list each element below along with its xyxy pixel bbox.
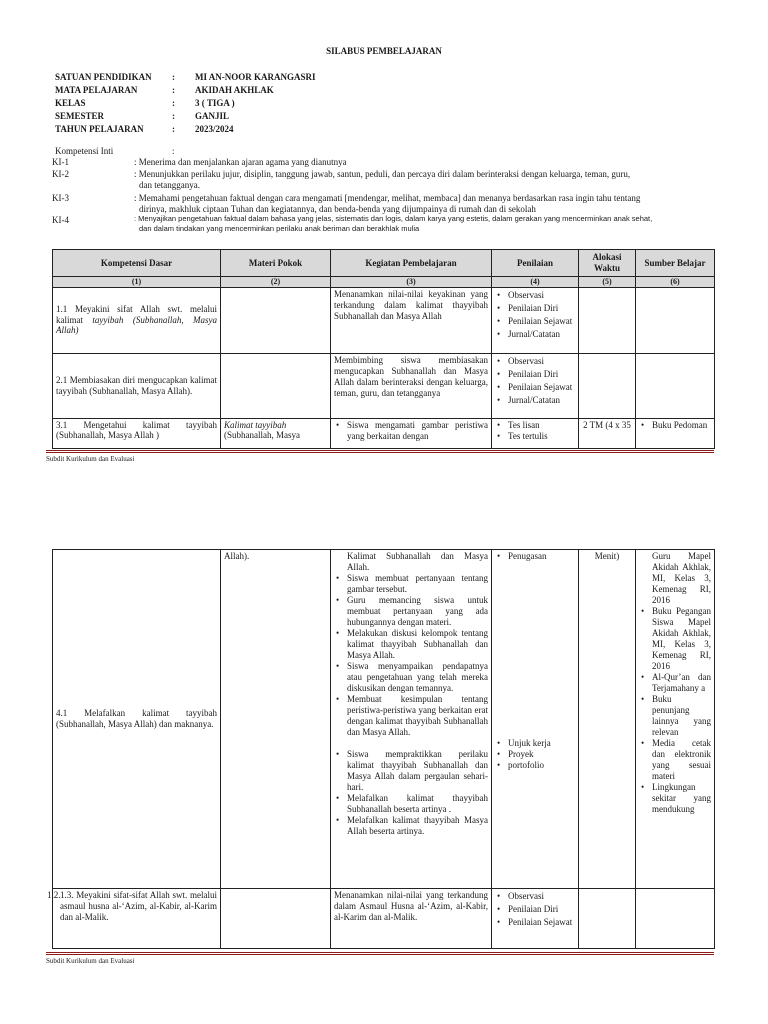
ki-code: KI-4 [52, 215, 69, 225]
table-row [53, 889, 715, 949]
list-item: • Observasi [495, 355, 575, 368]
identity-colon: : [172, 85, 175, 95]
ki-heading: Kompetensi Inti [55, 146, 114, 156]
alokasi-cell: 2 TM (4 x 35 [579, 418, 636, 448]
penilaian-cell [492, 353, 579, 418]
identity-value: GANJIL [195, 111, 230, 121]
list-item: • Al-Qur’an dan Terjamahany a [639, 672, 711, 694]
ki-text: : Menerima dan menjalankan ajaran agama yang dianutnya [134, 157, 347, 167]
col-number: (5) [579, 277, 636, 288]
footer-rule [46, 952, 714, 955]
identity-colon: : [172, 72, 175, 82]
list-item: • Penilaian Diri [495, 903, 575, 916]
header-kompetensi-dasar: Kompetensi Dasar [53, 250, 221, 277]
header-kegiatan: Kegiatan Pembelajaran [331, 250, 492, 277]
sumber-cell [636, 353, 715, 418]
identity-value: MI AN-NOOR KARANGASRI [195, 72, 316, 82]
kd-cell [47, 889, 221, 949]
list-item: • Jurnal/Catatan [495, 394, 575, 407]
alokasi-cell [579, 889, 636, 949]
list-item: • Guru memancing siswa untuk membuat pertanyaan yang ada hubungannya dengan materi. [334, 595, 488, 628]
alokasi-cell [579, 353, 636, 418]
ki-text: : Menyajikan pengetahuan faktual dalam bahasa yang jelas, sistematis dan logis, dalam karya yang estetis, dalam gerakan yang mencerminkan anak sehat, [134, 214, 653, 223]
kd-text: 1.3. Meyakini sifat-sifat Allah swt. melalui asmaul husna al-‘Azim, al-Kabir, al-Karim dan al-Malik. [60, 890, 217, 922]
materi-cell: Allah). [221, 550, 331, 889]
identity-label: KELAS [55, 98, 86, 108]
materi-italic: Kalimat tayyibah [224, 419, 287, 430]
list-item: • Melafalkan kalimat thayyibah Subhanallah beserta artinya . [334, 793, 488, 815]
list-item: • Siswa menyampaikan pendapatnya atau pengetahuan yang telah mereka diskusikan dengan temannya. [334, 661, 488, 694]
materi-cell [221, 889, 331, 949]
kegiatan-cell: Menanamkan nilai-nilai yang terkandung dalam Asmaul Husna al-‘Azim, al-Kabir, al-Karim dan al-Malik. [331, 889, 492, 949]
sumber-cell [636, 418, 715, 448]
identity-value: 3 ( TIGA ) [195, 98, 235, 108]
col-number: (2) [221, 277, 331, 288]
materi-cell [221, 287, 331, 353]
identity-value: AKIDAH AKHLAK [195, 85, 274, 95]
identity-colon: : [172, 98, 175, 108]
header-penilaian: Penilaian [492, 250, 579, 277]
list-item: • Penilaian Diri [495, 368, 575, 381]
penilaian-cell [492, 550, 579, 889]
col-number: (1) [53, 277, 221, 288]
list-item: • Melafalkan kalimat thayyibah Masya Allah beserta artinya. [334, 815, 488, 837]
ki-text-cont: dan dalam tindakan yang mencerminkan perilaku anak beriman dan berakhlak mulia [139, 224, 420, 233]
header-alokasi: Alokasi Waktu [579, 250, 636, 277]
kegiatan-cell [331, 550, 492, 889]
ki-code: KI-2 [52, 169, 69, 179]
table-row [53, 353, 715, 418]
col-number: (6) [636, 277, 715, 288]
alokasi-cell [579, 287, 636, 353]
table-row [53, 287, 715, 353]
list-item: • Penilaian Sejawat [495, 916, 575, 929]
footer-rule [46, 450, 714, 453]
list-item: • Lingkungan sekitar yang mendukung [639, 782, 711, 815]
list-item: • Melakukan diskusi kelompok tentang kalimat thayyibah Subhanallah dan Masya Allah. [334, 628, 488, 661]
kd-prefix: 1.2. [47, 890, 61, 900]
kd-cell: 2.1 Membiasakan diri mengucapkan kalimat tayyibah (Subhanallah, Masya Allah). [53, 353, 221, 418]
ki-code: KI-3 [52, 193, 69, 203]
table-row [53, 550, 715, 889]
document-title: SILABUS PEMBELAJARAN [326, 46, 442, 56]
penilaian-cell [492, 418, 579, 448]
list-item: • Siswa membuat pertanyaan tentang gambar tersebut. [334, 573, 488, 595]
ki-code: KI-1 [52, 157, 69, 167]
list-item: • portofolio [495, 760, 575, 771]
identity-label: SATUAN PENDIDIKAN [55, 72, 152, 82]
materi-text: (Subhanallah, Masya [224, 430, 300, 441]
ki-text-cont: dirinya, makhluk ciptaan Tuhan dan kegiatannya, dan benda-benda yang dijumpainya di rumah dan di sekolah [139, 203, 536, 214]
sumber-cell [636, 287, 715, 353]
header-sumber: Sumber Belajar [636, 250, 715, 277]
kegiatan-cont: Kalimat Subhanallah dan Masya Allah. [347, 551, 488, 572]
list-item: • Buku penunjang lainnya yang relevan [639, 694, 711, 738]
list-item: • Membuat kesimpulan tentang peristiwa-peristiwa yang berkaitan erat dengan kalimat thayyibah Subhanallah dan Masya Allah. [334, 694, 488, 738]
list-item: • Siswa mempraktikkan perilaku kalimat thayyibah Subhanallah dan Masya Allah dalam pergaulan sehari-hari. [334, 749, 488, 793]
list-item: • Observasi [495, 890, 575, 903]
ki-text: : Menunjukkan perilaku jujur, disiplin, tanggung jawab, santun, peduli, dan percaya diri dalam berinteraksi dengan keluarga, teman, guru, [134, 169, 631, 179]
identity-label: MATA PELAJARAN [55, 85, 138, 95]
alokasi-cell: Menit) [579, 550, 636, 889]
table-row [53, 418, 715, 448]
list-item: • Jurnal/Catatan [495, 328, 575, 341]
kd-cell [53, 287, 221, 353]
ki-text-wrap [134, 169, 768, 191]
list-item: • Observasi [495, 289, 575, 302]
col-number: (4) [492, 277, 579, 288]
kd-text: 1.1 Meyakini sifat Allah swt. melalui kalimat [56, 303, 217, 325]
identity-colon: : [172, 124, 175, 134]
materi-cell [221, 353, 331, 418]
kd-text-italic: tayyibah (Subhanallah, Masya Allah) [56, 314, 217, 336]
header-materi-pokok: Materi Pokok [221, 250, 331, 277]
list-item: • Tes lisan [495, 420, 575, 431]
list-item: • Buku Pedoman [639, 420, 711, 431]
sumber-cell [636, 550, 715, 889]
table-number-row [53, 277, 715, 288]
kegiatan-cell: Menanamkan nilai-nilai keyakinan yang terkandung dalam kalimat thayyibah Subhanallah dan Masya Allah [331, 287, 492, 353]
list-item: • Media cetak dan elektronik yang sesuai materi [639, 738, 711, 782]
ki-text-cont: dan tetangganya. [139, 179, 200, 190]
identity-label: SEMESTER [55, 111, 105, 121]
sumber-cont: Guru Mapel Akidah Akhlak, MI, Kelas 3, Kemenag RI, 2016 [652, 551, 711, 605]
table-header-row [53, 250, 715, 277]
list-item: • Penugasan [495, 551, 575, 562]
list-item: • Penilaian Sejawat [495, 381, 575, 394]
col-number: (3) [331, 277, 492, 288]
materi-cell [221, 418, 331, 448]
list-item: • Buku Pegangan Siswa Mapel Akidah Akhlak, MI, Kelas 3, Kemenag RI, 2016 [639, 606, 711, 672]
ki-text-wrap [134, 193, 768, 215]
list-item: • Penilaian Diri [495, 302, 575, 315]
penilaian-cell [492, 889, 579, 949]
identity-colon: : [172, 111, 175, 121]
ki-heading-colon: : [172, 146, 175, 156]
list-item: • Unjuk kerja [495, 738, 575, 749]
list-item: • Tes tertulis [495, 431, 575, 442]
syllabus-table-page1 [52, 249, 715, 449]
kd-cell: 4.1 Melafalkan kalimat tayyibah (Subhanallah, Masya Allah) dan maknanya. [53, 550, 221, 889]
sumber-cell [636, 889, 715, 949]
identity-label: TAHUN PELAJARAN [55, 124, 144, 134]
list-item: • Proyek [495, 749, 575, 760]
identity-value: 2023/2024 [195, 124, 234, 134]
kegiatan-cell [331, 418, 492, 448]
syllabus-table-page2 [47, 549, 715, 949]
penilaian-cell [492, 287, 579, 353]
list-item: • Siswa mengamati gambar peristiwa yang berkaitan dengan [334, 420, 488, 442]
kd-cell: 3.1 Mengetahui kalimat tayyibah (Subhanallah, Masya Allah ) [53, 418, 221, 448]
ki-text-wrap [134, 214, 768, 233]
ki-text: : Memahami pengetahuan faktual dengan cara mengamati [mendengar, melihat, membaca] dan menanya berdasarkan rasa ingin tahu tentang [134, 193, 641, 203]
list-item: • Penilaian Sejawat [495, 315, 575, 328]
footer-text: Subdit Kurikulum dan Evaluasi [46, 957, 135, 965]
footer-text: Subdit Kurikulum dan Evaluasi [46, 455, 135, 463]
kegiatan-cell: Membimbing siswa membiasakan mengucapkan Subhanallah dan Masya Allah dalam berinteraksi dengan keluarga, teman, guru, dan tetangganya [331, 353, 492, 418]
